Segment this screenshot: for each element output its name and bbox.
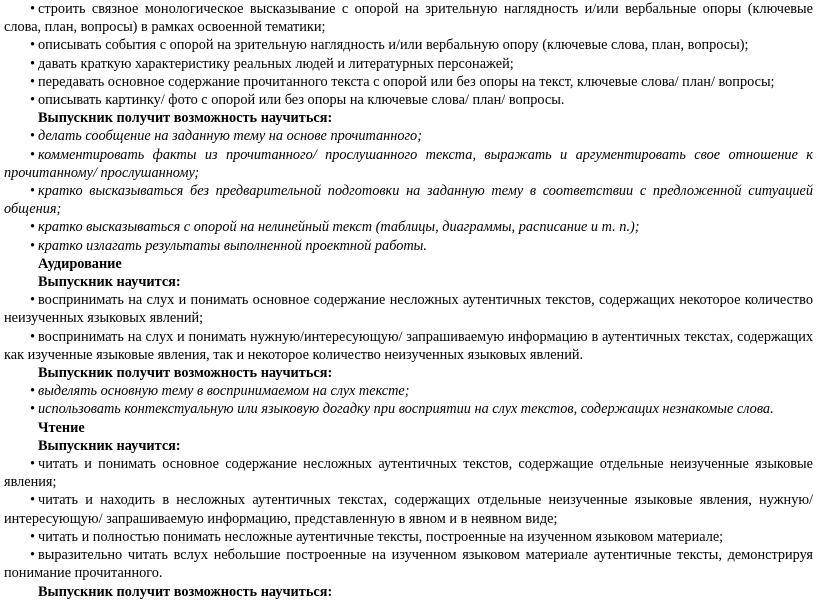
bullet-text: давать краткую характеристику реальных людей и литературных персонажей;: [38, 55, 514, 72]
bullet-icon: •: [30, 492, 36, 509]
bullet-text: читать и находить в несложных аутентичных текстах, содержащих отдельные неизученные языковые явления, нужную/интересующую/ запрашиваемую информацию, представленную в явном и в неявном виде;: [4, 492, 813, 527]
bullet-item: [4, 528, 813, 546]
bullet-item: [4, 491, 813, 527]
bullet-icon: •: [30, 1, 36, 17]
bullet-icon: •: [30, 383, 36, 400]
bullet-icon: •: [30, 37, 36, 54]
section-heading: Выпускник получит возможность научиться:: [38, 110, 333, 127]
bullet-text: выразительно читать вслух небольшие построенные на изученном языковом материале аутентичные тексты, демонстрируя понимание прочитанного.: [4, 547, 813, 582]
bullet-item: [4, 91, 813, 109]
bullet-icon: •: [30, 237, 36, 254]
bullet-item: [4, 36, 813, 54]
bullet-text: делать сообщение на заданную тему на основе прочитанного;: [38, 128, 422, 145]
section-heading: Чтение: [38, 419, 85, 436]
section-heading: Аудирование: [38, 255, 122, 272]
bullet-text: передавать основное содержание прочитанного текста с опорой или без опоры на текст, ключевые слова/ план/ вопросы;: [38, 73, 775, 90]
bullet-item: [4, 328, 813, 364]
bullet-icon: •: [30, 328, 36, 345]
bullet-item: [4, 237, 813, 255]
bullet-item: [4, 546, 813, 582]
bullet-icon: •: [30, 401, 36, 418]
bullet-item: [4, 218, 813, 236]
bullet-text: воспринимать на слух и понимать нужную/интересующую/ запрашиваемую информацию в аутентичных текстах, содержащих как изученные языковые явления, так и некоторое количество неизученных языковых явлений.: [4, 328, 813, 363]
section-heading: Выпускник получит возможность научиться:: [38, 365, 333, 382]
bullet-item: [4, 0, 813, 36]
bullet-text: описывать события с опорой на зрительную наглядность и/или вербальную опору (ключевые слова, план, вопросы);: [38, 37, 749, 54]
bullet-icon: •: [30, 292, 36, 309]
bullet-text: строить связное монологическое высказывание с опорой на зрительную наглядность и/или вербальные опоры (ключевые слова, план, вопросы) в рамках освоенной тематики;: [4, 1, 813, 36]
section-heading: Выпускник научится:: [38, 274, 181, 291]
bullet-text: кратко высказываться с опорой на нелинейный текст (таблицы, диаграммы, расписание и т. п.);: [38, 219, 640, 236]
bullet-text: кратко излагать результаты выполненной проектной работы.: [38, 237, 427, 254]
bullet-item: [4, 291, 813, 327]
bullet-icon: •: [30, 456, 36, 473]
bullet-icon: •: [30, 146, 36, 163]
bullet-icon: •: [30, 183, 36, 200]
section-heading: Выпускник научится:: [38, 437, 181, 454]
bullet-text: читать и понимать основное содержание несложных аутентичных текстов, содержащие отдельные неизученные языковые явления;: [4, 456, 813, 491]
bullet-item: [4, 127, 813, 145]
bullet-text: кратко высказываться без предварительной подготовки на заданную тему в соответствии с предложенной ситуацией общения;: [4, 183, 813, 218]
bullet-item: [4, 182, 813, 218]
bullet-text: описывать картинку/ фото с опорой или без опоры на ключевые слова/ план/ вопросы.: [38, 92, 565, 109]
bullet-item: [4, 455, 813, 491]
section-heading: Выпускник получит возможность научиться:: [38, 583, 333, 600]
bullet-icon: •: [30, 55, 36, 72]
bullet-text: комментировать факты из прочитанного/ прослушанного текста, выражать и аргументировать свое отношение к прочитанному/ прослушанному;: [4, 146, 813, 181]
bullet-icon: •: [30, 73, 36, 90]
bullet-text: выделять основную тему в воспринимаемом на слух тексте;: [38, 383, 410, 400]
bullet-item: [4, 146, 813, 182]
bullet-item: [4, 382, 813, 400]
bullet-item: [4, 55, 813, 73]
bullet-icon: •: [30, 92, 36, 109]
bullet-text: воспринимать на слух и понимать основное содержание несложных аутентичных текстов, содержащих некоторое количество неизученных языковых явлений;: [4, 292, 813, 327]
bullet-text: читать и полностью понимать несложные аутентичные тексты, построенные на изученном языковом материале;: [38, 528, 724, 545]
bullet-icon: •: [30, 128, 36, 145]
bullet-text: использовать контекстуальную или языковую догадку при восприятии на слух текстов, содержащих незнакомые слова.: [38, 401, 774, 418]
bullet-item: [4, 400, 813, 418]
bullet-icon: •: [30, 547, 36, 564]
bullet-item: [4, 73, 813, 91]
bullet-icon: •: [30, 528, 36, 545]
bullet-icon: •: [30, 219, 36, 236]
